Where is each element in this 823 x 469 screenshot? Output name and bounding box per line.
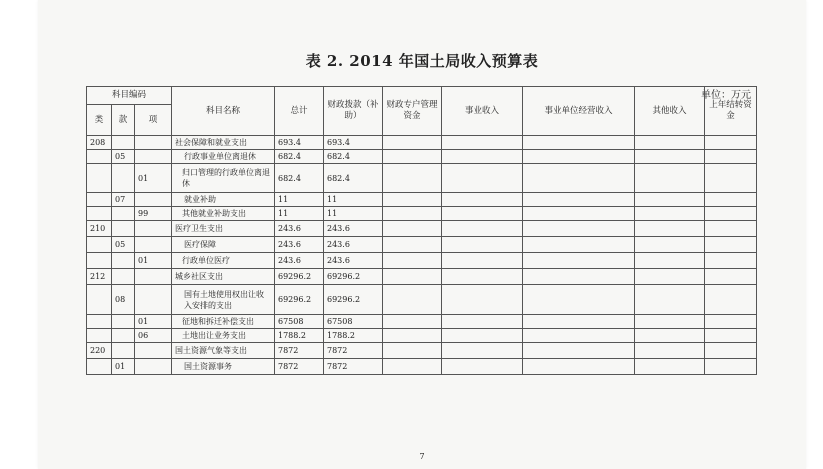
- row-empty-cell: [523, 207, 635, 221]
- row-kuan-code: 08: [112, 285, 135, 315]
- page-number: 7: [419, 452, 425, 461]
- row-kuan-code: 05: [112, 237, 135, 253]
- row-kuan-code: 05: [112, 150, 135, 164]
- row-kuan-code: [112, 221, 135, 237]
- row-empty-cell: [705, 150, 757, 164]
- header-kuan: 款: [112, 105, 135, 136]
- row-xiang-code: [135, 269, 172, 285]
- row-empty-cell: [442, 343, 523, 359]
- row-empty-cell: [383, 164, 442, 193]
- row-kuan-code: 07: [112, 193, 135, 207]
- header-subject-name: 科目名称: [172, 87, 275, 136]
- row-subject-name: 行政单位医疗: [172, 253, 275, 269]
- row-empty-cell: [383, 253, 442, 269]
- row-empty-cell: [705, 269, 757, 285]
- document-page: [38, 0, 806, 469]
- row-fiscal: 69296.2: [324, 285, 383, 315]
- row-xiang-code: [135, 343, 172, 359]
- row-empty-cell: [383, 269, 442, 285]
- row-kuan-code: [112, 329, 135, 343]
- row-xiang-code: 01: [135, 315, 172, 329]
- header-business-income: 事业收入: [442, 87, 523, 136]
- row-empty-cell: [705, 285, 757, 315]
- row-empty-cell: [635, 136, 705, 150]
- table-row: [87, 285, 757, 315]
- row-subject-name: 土地出让业务支出: [172, 329, 275, 343]
- row-empty-cell: [705, 237, 757, 253]
- row-lei-code: 208: [87, 136, 112, 150]
- row-subject-name: 社会保障和就业支出: [172, 136, 275, 150]
- row-empty-cell: [705, 136, 757, 150]
- row-total: 11: [275, 207, 324, 221]
- row-fiscal: 69296.2: [324, 269, 383, 285]
- row-lei-code: [87, 285, 112, 315]
- row-fiscal: 1788.2: [324, 329, 383, 343]
- row-empty-cell: [442, 193, 523, 207]
- row-empty-cell: [523, 315, 635, 329]
- row-xiang-code: 01: [135, 164, 172, 193]
- table-row: [87, 207, 757, 221]
- row-empty-cell: [442, 269, 523, 285]
- row-empty-cell: [705, 193, 757, 207]
- row-lei-code: [87, 315, 112, 329]
- row-empty-cell: [442, 285, 523, 315]
- row-subject-name: 国有土地使用权出让收入安排的支出: [172, 285, 275, 315]
- table-row: [87, 221, 757, 237]
- row-subject-name: 医疗卫生支出: [172, 221, 275, 237]
- row-empty-cell: [442, 315, 523, 329]
- row-xiang-code: [135, 359, 172, 375]
- row-subject-name: 国土资源事务: [172, 359, 275, 375]
- row-fiscal: 11: [324, 193, 383, 207]
- row-fiscal: 67508: [324, 315, 383, 329]
- row-lei-code: [87, 329, 112, 343]
- row-lei-code: [87, 150, 112, 164]
- table-row: [87, 359, 757, 375]
- row-lei-code: 212: [87, 269, 112, 285]
- row-subject-name: 征地和拆迁补偿支出: [172, 315, 275, 329]
- row-empty-cell: [383, 136, 442, 150]
- row-total: 682.4: [275, 164, 324, 193]
- row-empty-cell: [442, 329, 523, 343]
- row-empty-cell: [383, 193, 442, 207]
- row-total: 7872: [275, 359, 324, 375]
- row-empty-cell: [523, 359, 635, 375]
- header-code-group: 科目编码: [87, 87, 172, 105]
- row-lei-code: 210: [87, 221, 112, 237]
- row-empty-cell: [442, 221, 523, 237]
- header-fiscal: 财政拨款（补助）: [324, 87, 383, 136]
- row-total: 682.4: [275, 150, 324, 164]
- row-lei-code: 220: [87, 343, 112, 359]
- row-empty-cell: [523, 221, 635, 237]
- row-kuan-code: [112, 269, 135, 285]
- row-empty-cell: [635, 164, 705, 193]
- row-lei-code: [87, 237, 112, 253]
- row-lei-code: [87, 193, 112, 207]
- row-fiscal: 243.6: [324, 221, 383, 237]
- row-empty-cell: [635, 237, 705, 253]
- row-empty-cell: [705, 164, 757, 193]
- row-kuan-code: [112, 315, 135, 329]
- row-empty-cell: [523, 285, 635, 315]
- row-empty-cell: [635, 207, 705, 221]
- header-operating-income: 事业单位经营收入: [523, 87, 635, 136]
- row-empty-cell: [442, 359, 523, 375]
- header-fiscal-special: 财政专户管理资金: [383, 87, 442, 136]
- table-row: [87, 253, 757, 269]
- table-row: [87, 193, 757, 207]
- row-fiscal: 7872: [324, 343, 383, 359]
- row-kuan-code: 01: [112, 359, 135, 375]
- row-empty-cell: [442, 237, 523, 253]
- table-row: [87, 343, 757, 359]
- row-empty-cell: [523, 343, 635, 359]
- row-empty-cell: [705, 315, 757, 329]
- row-lei-code: [87, 164, 112, 193]
- row-empty-cell: [442, 150, 523, 164]
- row-total: 1788.2: [275, 329, 324, 343]
- row-subject-name: 城乡社区支出: [172, 269, 275, 285]
- row-empty-cell: [635, 359, 705, 375]
- row-xiang-code: [135, 237, 172, 253]
- table-row: [87, 237, 757, 253]
- header-carryover: 上年结转资金: [705, 87, 757, 136]
- row-empty-cell: [635, 269, 705, 285]
- row-total: 693.4: [275, 136, 324, 150]
- header-lei: 类: [87, 105, 112, 136]
- row-empty-cell: [442, 207, 523, 221]
- row-empty-cell: [383, 207, 442, 221]
- row-lei-code: [87, 207, 112, 221]
- row-empty-cell: [635, 285, 705, 315]
- row-empty-cell: [635, 315, 705, 329]
- row-empty-cell: [442, 136, 523, 150]
- row-lei-code: [87, 359, 112, 375]
- table-row: [87, 329, 757, 343]
- table-row: [87, 136, 757, 150]
- row-empty-cell: [635, 253, 705, 269]
- budget-table-body: [87, 136, 757, 375]
- row-xiang-code: [135, 221, 172, 237]
- row-subject-name: 就业补助: [172, 193, 275, 207]
- row-empty-cell: [635, 221, 705, 237]
- row-empty-cell: [705, 343, 757, 359]
- row-empty-cell: [635, 193, 705, 207]
- row-total: 69296.2: [275, 269, 324, 285]
- row-total: 11: [275, 193, 324, 207]
- row-kuan-code: [112, 164, 135, 193]
- row-fiscal: 243.6: [324, 253, 383, 269]
- row-empty-cell: [705, 207, 757, 221]
- row-subject-name: 国土资源气象等支出: [172, 343, 275, 359]
- row-kuan-code: [112, 343, 135, 359]
- row-total: 243.6: [275, 253, 324, 269]
- row-empty-cell: [442, 164, 523, 193]
- row-fiscal: 693.4: [324, 136, 383, 150]
- row-lei-code: [87, 253, 112, 269]
- row-empty-cell: [523, 164, 635, 193]
- table-row: [87, 269, 757, 285]
- row-empty-cell: [383, 285, 442, 315]
- row-empty-cell: [383, 221, 442, 237]
- row-empty-cell: [442, 253, 523, 269]
- row-total: 7872: [275, 343, 324, 359]
- row-empty-cell: [383, 329, 442, 343]
- row-empty-cell: [383, 315, 442, 329]
- row-empty-cell: [383, 150, 442, 164]
- row-empty-cell: [523, 150, 635, 164]
- row-xiang-code: [135, 193, 172, 207]
- row-empty-cell: [523, 136, 635, 150]
- row-empty-cell: [635, 329, 705, 343]
- table-title: 表 2. 2014 年国土局收入预算表: [305, 52, 539, 70]
- header-other-income: 其他收入: [635, 87, 705, 136]
- row-empty-cell: [523, 253, 635, 269]
- row-fiscal: 682.4: [324, 164, 383, 193]
- row-kuan-code: [112, 253, 135, 269]
- row-xiang-code: [135, 136, 172, 150]
- row-empty-cell: [383, 237, 442, 253]
- table-row: [87, 315, 757, 329]
- row-xiang-code: 01: [135, 253, 172, 269]
- row-empty-cell: [523, 237, 635, 253]
- row-xiang-code: [135, 150, 172, 164]
- row-empty-cell: [523, 269, 635, 285]
- row-empty-cell: [705, 253, 757, 269]
- row-subject-name: 归口管理的行政单位离退休: [172, 164, 275, 193]
- row-empty-cell: [705, 329, 757, 343]
- header-xiang: 项: [135, 105, 172, 136]
- row-fiscal: 243.6: [324, 237, 383, 253]
- row-empty-cell: [705, 221, 757, 237]
- row-total: 67508: [275, 315, 324, 329]
- row-subject-name: 其他就业补助支出: [172, 207, 275, 221]
- row-empty-cell: [705, 359, 757, 375]
- row-xiang-code: 99: [135, 207, 172, 221]
- row-fiscal: 11: [324, 207, 383, 221]
- row-total: 69296.2: [275, 285, 324, 315]
- row-subject-name: 医疗保障: [172, 237, 275, 253]
- unit-label: 单位：万元: [701, 90, 751, 101]
- row-fiscal: 682.4: [324, 150, 383, 164]
- table-row: [87, 164, 757, 193]
- row-total: 243.6: [275, 221, 324, 237]
- row-xiang-code: 06: [135, 329, 172, 343]
- row-empty-cell: [523, 193, 635, 207]
- row-empty-cell: [635, 343, 705, 359]
- row-empty-cell: [383, 343, 442, 359]
- budget-table: [86, 86, 757, 375]
- row-empty-cell: [383, 359, 442, 375]
- header-total: 总计: [275, 87, 324, 136]
- row-empty-cell: [523, 329, 635, 343]
- row-kuan-code: [112, 136, 135, 150]
- row-empty-cell: [635, 150, 705, 164]
- row-fiscal: 7872: [324, 359, 383, 375]
- row-total: 243.6: [275, 237, 324, 253]
- row-subject-name: 行政事业单位离退休: [172, 150, 275, 164]
- table-row: [87, 150, 757, 164]
- row-xiang-code: [135, 285, 172, 315]
- row-kuan-code: [112, 207, 135, 221]
